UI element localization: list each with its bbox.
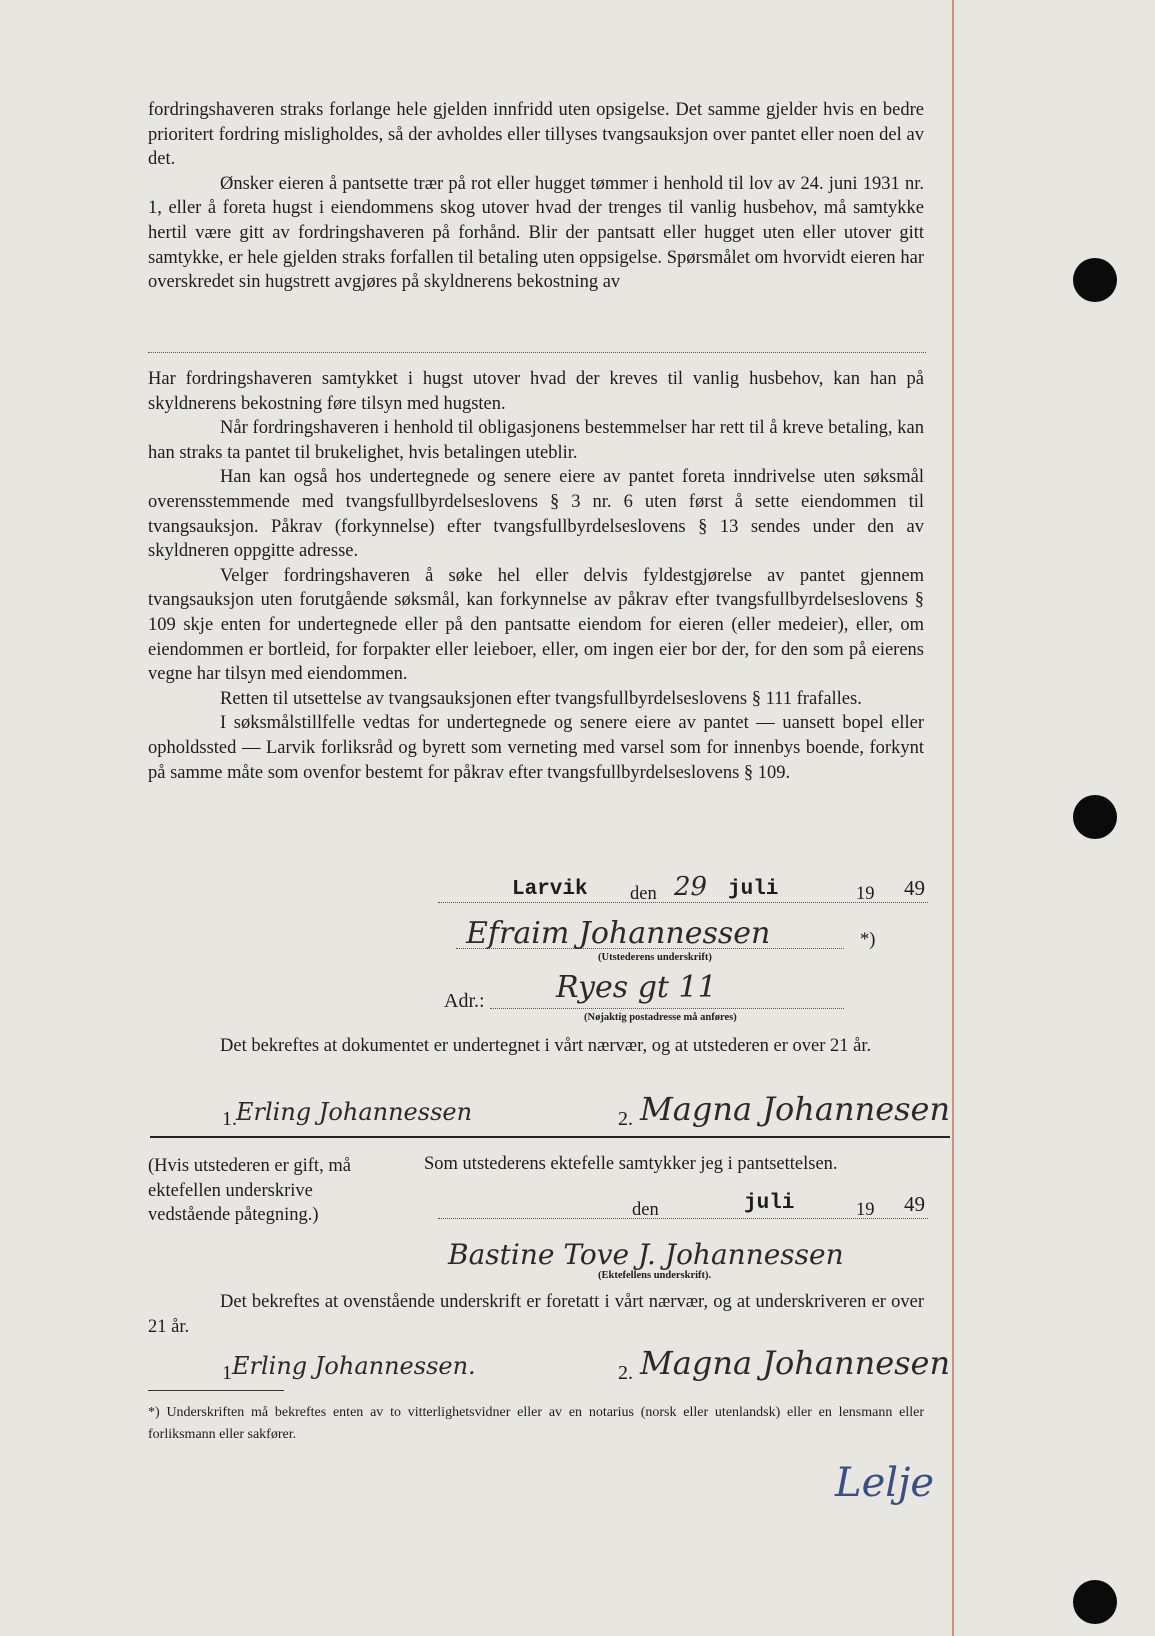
paragraph: Ønsker eieren å pantsette trær på rot eller hugget tømmer i henhold til lov av 24. juni 1931 nr. 1, eller å foreta hugst i eiendommens skog utover hvad der trenges til vanlig husbehov, må samtykke hertil være gitt av fordringshaveren på forhånd. Blir der pantsatt eller hugget uten eller utover gitt samtykke, er hele gjelden straks forfallen til betaling uten oppsigelse. Spørsmålet om hvorvidt eieren har overskredet sin hugstrett avgjøres på skyldnerens bekostning av — [148, 173, 924, 293]
year-prefix: 19 — [856, 1200, 875, 1220]
paragraph: Det bekreftes at ovenstående underskrift er foretatt i vårt nærvær, og at underskriveren er over 21 år. — [148, 1292, 924, 1337]
spouse-signature-caption: (Ektefellens underskrift). — [598, 1270, 712, 1281]
year-prefix: 19 — [856, 884, 875, 904]
witness-signature: Magna Johannesen — [640, 1090, 951, 1128]
month-value: juli — [744, 1192, 795, 1215]
place-value: Larvik — [512, 878, 588, 901]
margin-rule — [952, 0, 954, 1636]
witness-number: 1 — [222, 1362, 232, 1384]
paragraph: Har fordringshaveren samtykket i hugst utover hvad der kreves til vanlig husbehov, kan han på skyldnerens bekostning føre tilsyn med hugsten. — [148, 369, 924, 414]
date-line — [438, 902, 928, 903]
month-value: juli — [728, 878, 779, 901]
paragraph: Det bekreftes at dokumentet er undertegnet i vårt nærvær, og at utstederen er over 21 år. — [220, 1036, 872, 1056]
address-value: Ryes gt 11 — [556, 970, 717, 1005]
paragraph: Velger fordringshaveren å søke hel eller delvis fyldestgjørelse av pantet gjennem tvangsauksjon uten forutgående søksmål, kan forkynnelse av påkrav efter tvangsfullbyrdelseslovens § 109 skje enten for undertegnede eller på den pantsatte eiendom for eieren (eller medeier), eller, om eiendommen er bortleid, for forpakter eller leieboer, eller, om ingen eier bor der, for den som på eierens vegne har tilsyn med eiendommen. — [148, 565, 924, 685]
address-label: Adr.: — [444, 990, 485, 1012]
den-label: den — [630, 884, 657, 904]
witness-signature: Magna Johannesen — [640, 1344, 951, 1382]
paragraph: I søksmålstillfelle vedtas for undertegnede og senere eiere av pantet — uansett bopel eller opholdssted — Larvik forliksråd og byrett som verneting med varsel som for innenbys boende, forkynt på samme måte som ovenfor bestemt for påkrav efter tvangsfullbyrdelseslovens § 109. — [148, 713, 924, 783]
signature-caption: (Utstederens underskrift) — [598, 952, 712, 963]
issuer-signature: Efraim Johannessen — [466, 916, 771, 951]
binder-hole — [1073, 1580, 1117, 1624]
paragraph: fordringshaveren straks forlange hele gjelden innfridd uten opsigelse. Det samme gjelder hvis en bedre prioritert fordring misligholdes, så der avholdes eller tillyses tvangsauksjon over pantet eller noen del av det. — [148, 100, 924, 170]
witness-number: 1. — [222, 1108, 237, 1130]
date-line — [438, 1218, 928, 1219]
witness-text — [148, 1034, 924, 1059]
witness-signature: Erling Johannessen — [236, 1098, 473, 1126]
paragraph: Retten til utsettelse av tvangsauksjonen efter tvangsfullbyrdelseslovens § 111 frafalles. — [220, 688, 862, 709]
footnote: *) Underskriften må bekreftes enten av to vitterlighetsvidner eller av en notarius (norsk eller utenlandsk) eller en lensmann eller forliksmann eller sakfører. — [148, 1405, 924, 1442]
day-value: 29 — [674, 872, 708, 902]
spouse-signature: Bastine Tove J. Johannessen — [448, 1238, 844, 1271]
footnote-mark: *) — [860, 930, 876, 950]
paragraph: Han kan også hos undertegnede og senere eiere av pantet foreta inndrivelse uten søksmål overensstemmende med tvangsfullbyrdelseslovens § 3 nr. 6 uten først å sette eiendommen til tvangsauksjon. Påkrav (forkynnelse) efter tvangsfullbyrdelseslovens § 13 sendes under den av skyldneren oppgitte adresse. — [148, 467, 924, 562]
dotted-fill-line — [148, 352, 926, 353]
pencil-annotation: Lelje — [835, 1460, 935, 1506]
main-text-block — [148, 367, 924, 785]
witness-number: 2. — [618, 1108, 633, 1130]
witness-text — [148, 1290, 924, 1339]
witness-number: 2. — [618, 1362, 633, 1384]
spouse-consent: Som utstederens ektefelle samtykker jeg i pantsettelsen. — [424, 1154, 838, 1174]
address-line — [490, 1008, 844, 1009]
address-caption: (Nøjaktig postadresse må anføres) — [584, 1012, 737, 1023]
year-suffix: 49 — [904, 876, 925, 900]
footnote-rule — [148, 1390, 284, 1391]
binder-hole — [1073, 258, 1117, 302]
spouse-note: (Hvis utstederen er gift, må ektefellen underskrive vedstående påtegning.) — [148, 1156, 351, 1226]
binder-hole — [1073, 795, 1117, 839]
den-label: den — [632, 1200, 659, 1220]
top-text-block — [148, 98, 924, 295]
witness-signature: Erling Johannessen. — [232, 1352, 476, 1380]
section-divider — [150, 1136, 950, 1138]
year-suffix: 49 — [904, 1192, 925, 1216]
paragraph: Når fordringshaveren i henhold til obligasjonens bestemmelser har rett til å kreve betaling, kan han straks ta pantet til brukelighet, hvis betalingen uteblir. — [148, 418, 924, 463]
